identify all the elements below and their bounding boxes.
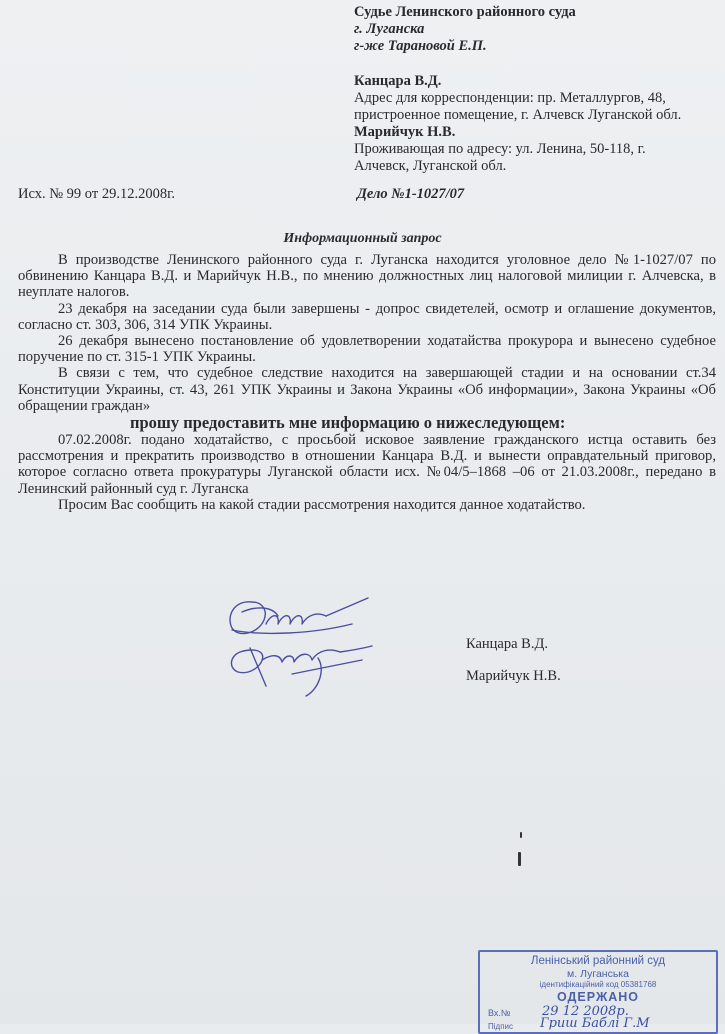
signer-2-name: Марийчук Н.В. [466,668,561,684]
addressee-block [354,4,576,55]
paragraph-5: 07.02.2008г. подано ходатайство, с просьбой исковое заявление гражданского истца оставить без рассмотрения и прекратить производство в отношении Канцара В.Д. и вынести оправдательный приговор, которое согласно ответа прокуратуры Луганской области исх. №04/5–1868 –06 от 21.03.2008г., передано в Ленинский районный суд г. Луганска [18,432,716,497]
addressee-line-1: Судье Ленинского районного суда [354,4,576,20]
signer-1-name: Канцара В.Д. [466,636,548,652]
sender-2-address-1: Проживающая по адресу: ул. Ленина, 50-118, г. [354,141,646,157]
sender-1-name: Канцара В.Д. [354,73,442,89]
sender-2-block [354,124,646,175]
sender-2-address-2: Алчевск, Луганской обл. [354,158,507,174]
document-body [18,252,716,513]
sender-1-block [354,73,681,124]
sender-2-name: Марийчук Н.В. [354,124,456,140]
received-stamp [478,950,718,1034]
stamp-received-label: ОДЕРЖАНО [556,990,640,1004]
signatures-image [222,590,382,700]
stamp-court-name: Ленінський районний суд [530,955,666,967]
stamp-in-number-label: Вх.№ [488,1008,511,1018]
request-heading: прошу предоставить мне информацию о нижеследующем: [130,413,566,433]
stamp-id-code: ідентифікаційний код 05381768 [539,980,657,989]
stamp-signature-label: Підпис [488,1022,513,1031]
case-number: Дело №1-1027/07 [357,186,465,202]
paragraph-2: 23 декабря на заседании суда были завершены - допрос свидетелей, осмотр и оглашение документов, согласно ст. 303, 306, 314 УПК Украины. [18,300,716,333]
paper-speck [520,832,522,838]
stamp-city: м. Луганська [567,968,629,980]
outgoing-number: Исх. № 99 от 29.12.2008г. [18,186,176,202]
addressee-line-3: г-же Тарановой Е.П. [354,38,487,54]
sender-1-address-2: пристроенное помещение, г. Алчевск Луганской обл. [354,107,682,123]
paragraph-3: 26 декабря вынесено постановление об удовлетворении ходатайства прокурора и вынесено судебное поручение по ст. 315-1 УПК Украины. [18,333,716,366]
paragraph-6: Просим Вас сообщить на какой стадии рассмотрения находится данное ходатайство. [58,496,586,513]
paper-speck [518,852,521,866]
stamp-handwritten-date: 29 12 2008р. [542,1004,629,1019]
sender-1-address-1: Адрес для корреспонденции: пр. Металлургов, 48, [354,90,666,106]
paragraph-1: В производстве Ленинского районного суда г. Луганска находится уголовное дело №1-1027/07 по обвинению Канцара В.Д. и Марийчук Н.В., по мнению должностных лиц налоговой милиции г. Алчевска, в неуплате налогов. [18,252,716,301]
document-title: Информационный запрос [283,231,442,246]
addressee-line-2: г. Луганска [354,21,425,37]
stamp-handwritten-signature: Гриш Баблі Г.М [540,1016,650,1031]
paragraph-4: В связи с тем, что судебное следствие находится на завершающей стадии и на основании ст.34 Конституции Украины, ст. 43, 261 УПК Украины и Закона Украины «Об информации», Закона Украины «Об обращении граждан» [18,365,716,414]
